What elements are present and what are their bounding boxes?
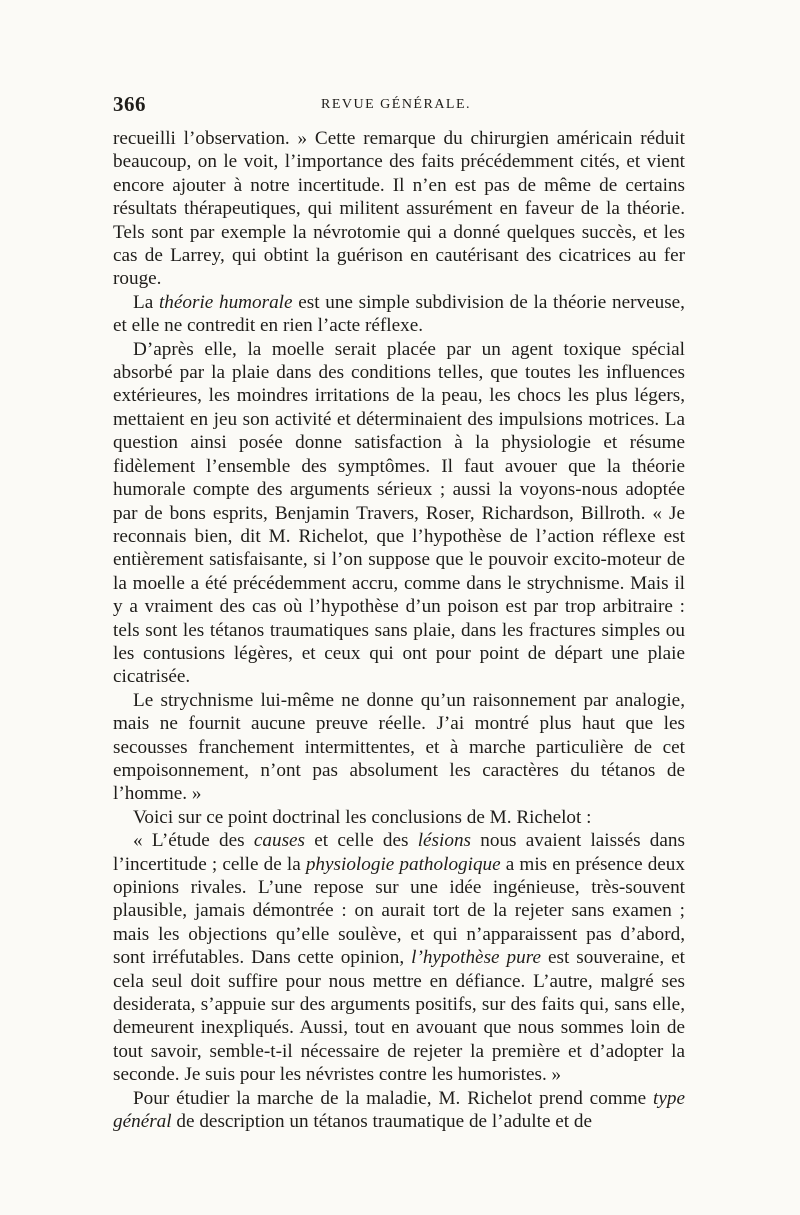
italic-term: causes — [253, 830, 306, 852]
paragraph: Pour étudier la marche de la maladie, M. Richelot prend comme type général de description un tétanos traumatique de l’adulte et de — [113, 1087, 685, 1133]
paragraph: Le strychnisme lui-même ne donne qu’un raisonnement par analogie, mais ne fournit aucune preuve réelle. J’ai montré plus haut que les secousses franchement intermittentes, et à marche particulière de cet empoisonnement, n’ont pas absolument les caractères du tétanos de l’homme. » — [113, 689, 685, 805]
page-number: 366 — [113, 92, 146, 116]
running-title: REVUE GÉNÉRALE. — [321, 97, 472, 112]
paragraph: La théorie humorale est une simple subdivision de la théorie nerveuse, et elle ne contredit en rien l’acte réflexe. — [113, 291, 685, 337]
page-header — [113, 92, 685, 122]
italic-term: théorie humorale — [158, 291, 293, 313]
paragraph: D’après elle, la moelle serait placée par un agent toxique spécial absorbé par la plaie dans des conditions telles, que toutes les influences extérieures, les moindres irritations de la peau, les chocs les plus légers, mettaient en jeu son activité et déterminaient des impulsions motrices. La question ainsi posée donne satisfaction à la physiologie et résume fidèlement l’ensemble des symptômes. Il faut avouer que la théorie humorale compte des arguments sérieux ; aussi la voyons-nous adoptée par de bons esprits, Benjamin Travers, Roser, Richardson, Billroth. « Je reconnais bien, dit M. Richelot, que l’hypothèse de l’action réflexe est entièrement satisfaisante, si l’on suppose que le pouvoir excito-moteur de la moelle a été précédemment accru, comme dans le strychnisme. Mais il y a vraiment des cas où l’hypothèse d’un poison est par trop arbitraire : tels sont les tétanos traumatiques sans plaie, dans les fractures simples ou les contusions légères, et ceux qui ont pour point de départ une plaie cicatrisée. — [113, 338, 685, 688]
body-text — [113, 127, 685, 1133]
italic-term: lésions — [417, 830, 472, 852]
italic-term: l’hypothèse pure — [411, 947, 541, 969]
paragraph: Voici sur ce point doctrinal les conclusions de M. Richelot : — [133, 806, 592, 828]
italic-term: physiologie pathologique — [305, 853, 501, 875]
paragraph: « L’étude des causes et celle des lésions nous avaient laissés dans l’incertitude ; celle de la physiologie pathologique a mis en présence deux opinions rivales. L’une repose sur une idée ingénieuse, très-souvent plausible, jamais démontrée : on aurait tort de la rejeter sans examen ; mais les objections qu’elle soulève, et qui n’apparaissent pas d’abord, sont irréfutables. Dans cette opinion, l’hypothèse pure est souveraine, et cela seul doit suffire pour nous mettre en défiance. L’autre, malgré ses desiderata, s’appuie sur des arguments positifs, sur des faits qui, sans elle, demeurent inexpliqués. Aussi, tout en avouant que nous sommes loin de tout savoir, semble-t-il nécessaire de rejeter la première et d’adopter la seconde. Je suis pour les névristes contre les humoristes. » — [113, 830, 685, 1086]
paragraph: recueilli l’observation. » Cette remarque du chirurgien américain réduit beaucoup, on le voit, l’importance des faits précédemment cités, et vient encore ajouter à notre incertitude. Il n’en est pas de même de certains résultats thérapeutiques, qui militent assurément en faveur de la théorie. Tels sont par exemple la névrotomie qui a donné quelques succès, et les cas de Larrey, qui obtint la guérison en cautérisant des cicatrices au fer rouge. — [113, 128, 685, 290]
italic-term: type général — [113, 1087, 685, 1133]
